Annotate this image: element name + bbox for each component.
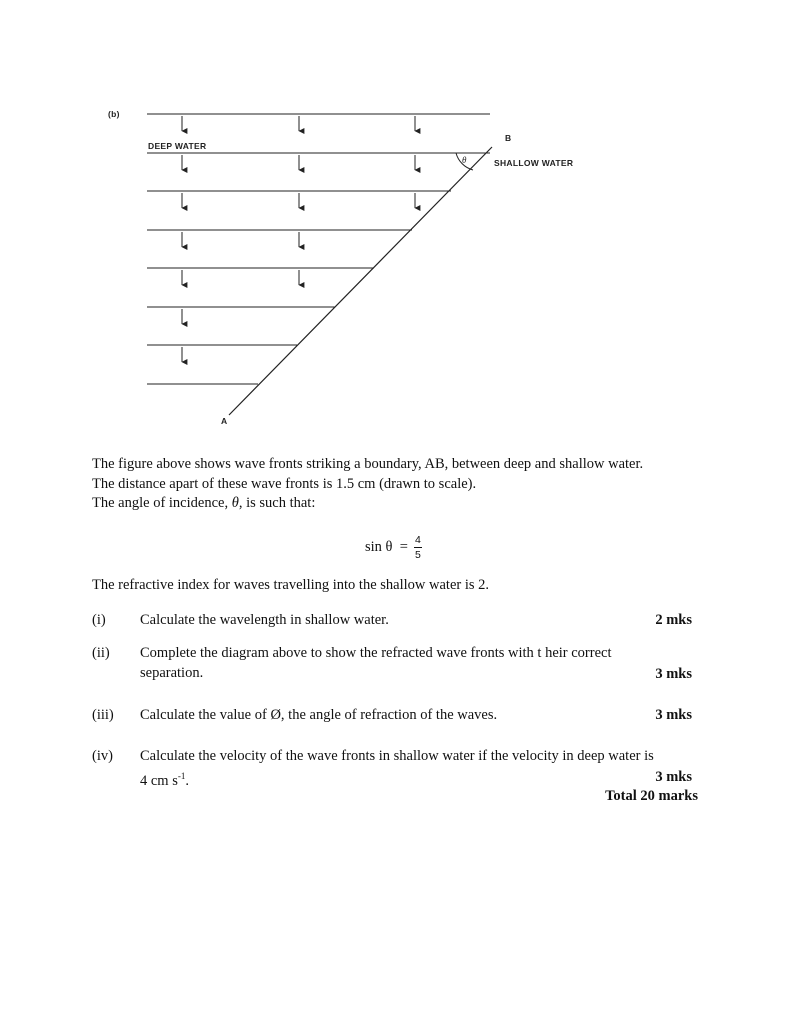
total-marks: Total 20 marks xyxy=(605,788,698,804)
theta-symbol: θ xyxy=(231,495,239,511)
question-number: (i) xyxy=(92,612,106,628)
sine-formula xyxy=(365,530,422,564)
question-text-line-2: 4 cm s xyxy=(140,772,178,789)
refractive-index-text: The refractive index for waves travelling into the shallow water is 2. xyxy=(92,577,490,593)
part-label: (b) xyxy=(108,109,120,119)
intro-paragraph xyxy=(92,455,702,514)
intro-line-1: The figure above shows wave fronts striking a boundary, AB, between deep and shallow water. xyxy=(92,456,644,472)
question-marks: 3 mks xyxy=(655,769,692,785)
question-text xyxy=(140,643,695,683)
point-b-label: B xyxy=(505,133,512,143)
angle-theta-label: θ xyxy=(462,155,467,165)
question-marks: 2 mks xyxy=(655,612,692,628)
question-number: (iii) xyxy=(92,707,114,723)
question-i xyxy=(92,610,692,630)
deep-water-label: DEEP WATER xyxy=(148,141,207,151)
question-ii xyxy=(92,643,692,683)
question-text xyxy=(140,746,695,791)
question-iii xyxy=(92,705,692,725)
question-text: Calculate the wavelength in shallow water. xyxy=(140,612,389,628)
fraction-bar xyxy=(414,547,422,548)
question-iv xyxy=(92,746,692,789)
fraction-denominator: 5 xyxy=(415,548,421,561)
question-number: (ii) xyxy=(92,645,110,661)
boundary-ab xyxy=(229,147,492,415)
point-a-label: A xyxy=(221,416,228,426)
question-marks: 3 mks xyxy=(655,666,692,682)
formula-lhs: sin θ = xyxy=(365,538,408,555)
question-text-line-1: Calculate the velocity of the wave fronts in shallow water if the velocity in deep water is xyxy=(140,748,654,764)
question-marks: 3 mks xyxy=(655,707,692,723)
question-number: (iv) xyxy=(92,748,113,764)
fraction xyxy=(414,534,422,561)
intro-line-3-suffix: , is such that: xyxy=(238,495,316,511)
intro-line-3-prefix: The angle of incidence, xyxy=(92,495,232,511)
question-text-line-1: Complete the diagram above to show the refracted wave fronts with t heir correct xyxy=(140,645,612,661)
refractive-index-statement xyxy=(92,576,702,596)
wave-refraction-diagram xyxy=(0,0,791,440)
intro-line-3 xyxy=(92,494,702,514)
question-text: Calculate the value of Ø, the angle of refraction of the waves. xyxy=(140,707,498,723)
shallow-water-label: SHALLOW WATER xyxy=(494,158,574,168)
question-text-superscript: -1 xyxy=(177,771,186,781)
fraction-numerator: 4 xyxy=(415,533,421,546)
question-text-line-2: separation. xyxy=(140,665,204,681)
question-text-end: . xyxy=(185,772,189,789)
intro-line-2: The distance apart of these wave fronts is 1.5 cm (drawn to scale). xyxy=(92,475,477,492)
